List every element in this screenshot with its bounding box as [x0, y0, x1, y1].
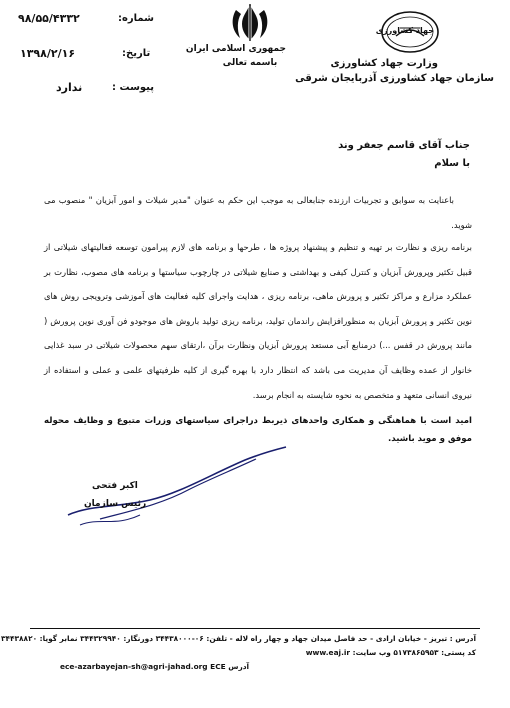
- paragraph-closing: [44, 412, 472, 448]
- organization-logo: [375, 8, 442, 54]
- number-value: ۹۸/۵۵/۴۳۳۲: [18, 12, 80, 25]
- recipient: جناب آقای قاسم جعفر وند: [338, 140, 470, 151]
- footer-email: ece-azarbayejan-sh@agri-jahad.org ECE آدرس: [60, 662, 250, 671]
- paragraph-appointment: [44, 188, 472, 237]
- paragraph-text: باعنایت به سوابق و تجربیات ارزنده جنابعالی به موجب این حکم به عنوان "مدیر شیلات و امور آبزیان " منصوب می شوید.: [44, 195, 472, 230]
- ministry-name: وزارت جهاد کشاورزی: [330, 58, 438, 69]
- invocation: باسمه تعالی: [222, 58, 278, 68]
- attachment-value: ندارد: [56, 81, 83, 94]
- date-label: تاریخ:: [122, 48, 151, 59]
- date-value: ۱۳۹۸/۲/۱۶: [20, 47, 76, 60]
- greeting: با سلام: [434, 158, 470, 169]
- attachment-label: پیوست :: [112, 82, 155, 93]
- footer-address: آدرس : تبریز - خیابان ارادی - حد فاصل میدان جهاد و چهار راه لاله - تلفن: ۰۶-۳۴۴۳۸۰۰۰ دورنگار: ۳۴۴۳۲۹۹۴۰ نمابر گویا: ۳۴۴۳۸۸۲۰: [1, 634, 476, 643]
- paragraph-text: برنامه ریزی و نظارت بر تهیه و تنظیم و پیشنهاد پروژه ها ، طرحها و برنامه های لازم پیرامون توسعه فعالیتهای شیلاتی از قبیل تکثیر وپرورش آبزیان و کنترل کیفی و بهداشتی و صنایع شیلاتی در چارچوب سیاستها و برنامه های مصوب، نظارت بر عملکرد مزارع و مراکز تکثیر و پرورش ماهی، برنامه ریزی ، هدایت واجرای کلیه فعالیت های آموزشی وترویجی روش های نوین تکثیر و پرورش آبزیان به منظورافزایش راندمان تولید، برنامه ریزی تولید باروش های موجودو فن آوری نوین پرورش ( مانند پرورش در قفس ...) درمنابع آبی مستعد پرورش آبزیان ونظارت برآن ،ارتقای سهم محصولات شیلاتی در سبد غذایی خانوار از عمده وظایف آن مدیریت می باشد که انتظار دارد با بهره گیری از کلیه ظرفیتهای علمی و عملی و استفاده از نیروی انسانی متعهد و متخصص به نحوه شایسته به انجام برسد.: [44, 242, 472, 400]
- signatory-title: رئیس سازمان: [84, 499, 147, 509]
- signatory-name: اکبر فتحی: [92, 481, 138, 491]
- footer-rule: [30, 628, 480, 629]
- paragraph-text: امید است با هماهنگی و همکاری واحدهای ذیربط دراجرای سیاستهای وزرات متبوع و وظایف محوله موفق و موید باشید.: [44, 416, 472, 444]
- number-label: شماره:: [118, 13, 154, 24]
- iran-emblem-icon: [228, 2, 272, 42]
- republic-name: جمهوری اسلامی ایران: [185, 44, 286, 54]
- footer-postal-website: کد پستی: ۵۱۷۳۸۶۵۹۵۳ وب سایت: www.eaj.ir: [305, 648, 476, 657]
- organization-name: سازمان جهاد کشاورزی آذربایجان شرقی: [295, 73, 494, 84]
- paragraph-duties: [44, 235, 472, 407]
- national-emblem: [228, 2, 272, 42]
- logo-text: جهاد کشاورزی: [375, 26, 434, 35]
